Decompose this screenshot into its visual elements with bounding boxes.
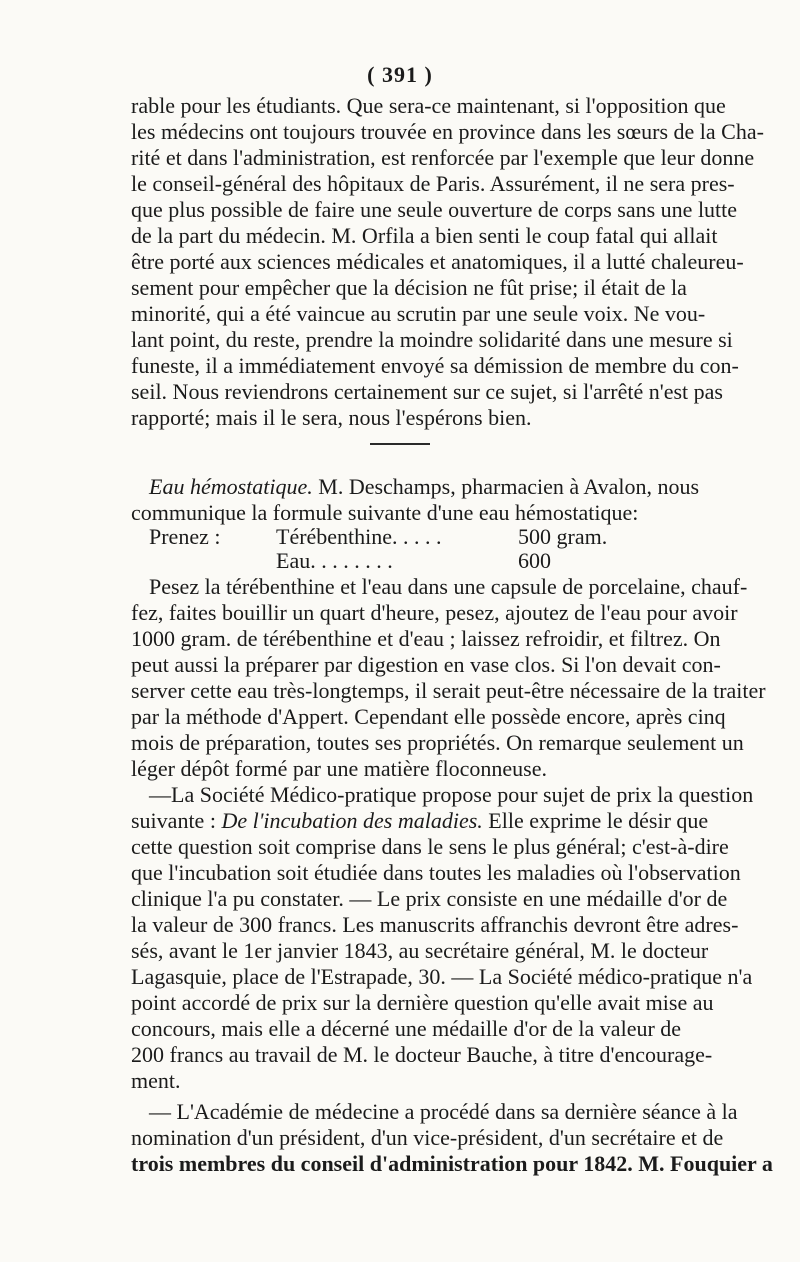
section-divider [370,443,430,445]
text-line: les médecins ont toujours trouvée en province dans les sœurs de la Cha- [131,119,764,144]
text-fragment: suivante : [131,808,222,833]
text-line: minorité, qui a été vaincue au scrutin par une seule voix. Ne vou- [131,301,706,326]
text-fragment: Elle exprime le désir que [482,808,709,833]
text-line: seil. Nous reviendrons certainement sur ce sujet, si l'arrêté n'est pas [131,379,723,404]
societe-subject-line [131,808,709,834]
text-line: sés, avant le 1er janvier 1843, au secrétaire général, M. le docteur [131,938,709,963]
text-line: Pesez la térébenthine et l'eau dans une capsule de porcelaine, chauf- [149,574,748,599]
prize-subject: De l'incubation des maladies. [221,808,483,833]
text-line: funeste, il a immédiatement envoyé sa démission de membre du con- [131,353,739,378]
text-line: communique la formule suivante d'une eau hémostatique: [131,500,639,525]
eau-heading-line [149,474,700,500]
recipe-item-qty: 600 [518,548,551,573]
text-line: 1000 gram. de térébenthine et d'eau ; laissez refroidir, et filtrez. On [131,626,721,651]
text-line: concours, mais elle a décerné une médaille d'or de la valeur de [131,1016,682,1041]
text-line: sement pour empêcher que la décision ne fût prise; il était de la [131,275,687,300]
text-line: par la méthode d'Appert. Cependant elle possède encore, après cinq [131,704,726,729]
recipe-item-name: Térébenthine. . . . . [276,524,442,549]
page-number: ( 391 ) [367,62,433,87]
text-line: léger dépôt formé par une matière floconneuse. [131,756,547,781]
text-line: cette question soit comprise dans le sens le plus général; c'est-à-dire [131,834,729,859]
text-line: 200 francs au travail de M. le docteur Bauche, à titre d'encourage- [131,1042,713,1067]
text-line: ment. [131,1068,181,1093]
text-line: fez, faites bouillir un quart d'heure, pesez, ajoutez de l'eau pour avoir [131,600,738,625]
eau-heading-rest: M. Deschamps, pharmacien à Avalon, nous [312,474,700,499]
recipe-item-qty: 500 gram. [518,524,608,549]
text-line: être porté aux sciences médicales et anatomiques, il a lutté chaleureu- [131,249,744,274]
text-line: nomination d'un président, d'un vice-président, d'un secrétaire et de [131,1125,724,1150]
text-line: la valeur de 300 francs. Les manuscrits affranchis devront être adres- [131,912,739,937]
eau-title: Eau hémostatique. [149,474,313,499]
text-line: server cette eau très-longtemps, il serait peut-être nécessaire de la traiter [131,678,766,703]
text-line: mois de préparation, toutes ses propriétés. On remarque seulement un [131,730,744,755]
text-line: —La Société Médico-pratique propose pour sujet de prix la question [149,782,754,807]
text-line: — L'Académie de médecine a procédé dans sa dernière séance à la [149,1099,738,1124]
text-line: que plus possible de faire une seule ouverture de corps sans une lutte [131,197,738,222]
text-line: rapporté; mais il le sera, nous l'espérons bien. [131,405,532,430]
text-line: point accordé de prix sur la dernière question qu'elle avait mise au [131,990,714,1015]
text-line: trois membres du conseil d'administration pour 1842. M. Fouquier a [131,1151,773,1176]
text-line: peut aussi la préparer par digestion en vase clos. Si l'on devait con- [131,652,721,677]
text-line: Lagasquie, place de l'Estrapade, 30. — La Société médico-pratique n'a [131,964,753,989]
recipe-item-name: Eau. . . . . . . . [276,548,393,573]
text-line: rité et dans l'administration, est renforcée par l'exemple que leur donne [131,145,755,170]
text-line: le conseil-général des hôpitaux de Paris. Assurément, il ne sera pres- [131,171,735,196]
recipe-prefix: Prenez : [149,524,221,549]
text-line: clinique l'a pu constater. — Le prix consiste en une médaille d'or de [131,886,728,911]
text-line: que l'incubation soit étudiée dans toutes les maladies où l'observation [131,860,741,885]
text-line: de la part du médecin. M. Orfila a bien senti le coup fatal qui allait [131,223,718,248]
text-line: lant point, du reste, prendre la moindre solidarité dans une mesure si [131,327,733,352]
text-line: rable pour les étudiants. Que sera-ce maintenant, si l'opposition que [131,93,726,118]
